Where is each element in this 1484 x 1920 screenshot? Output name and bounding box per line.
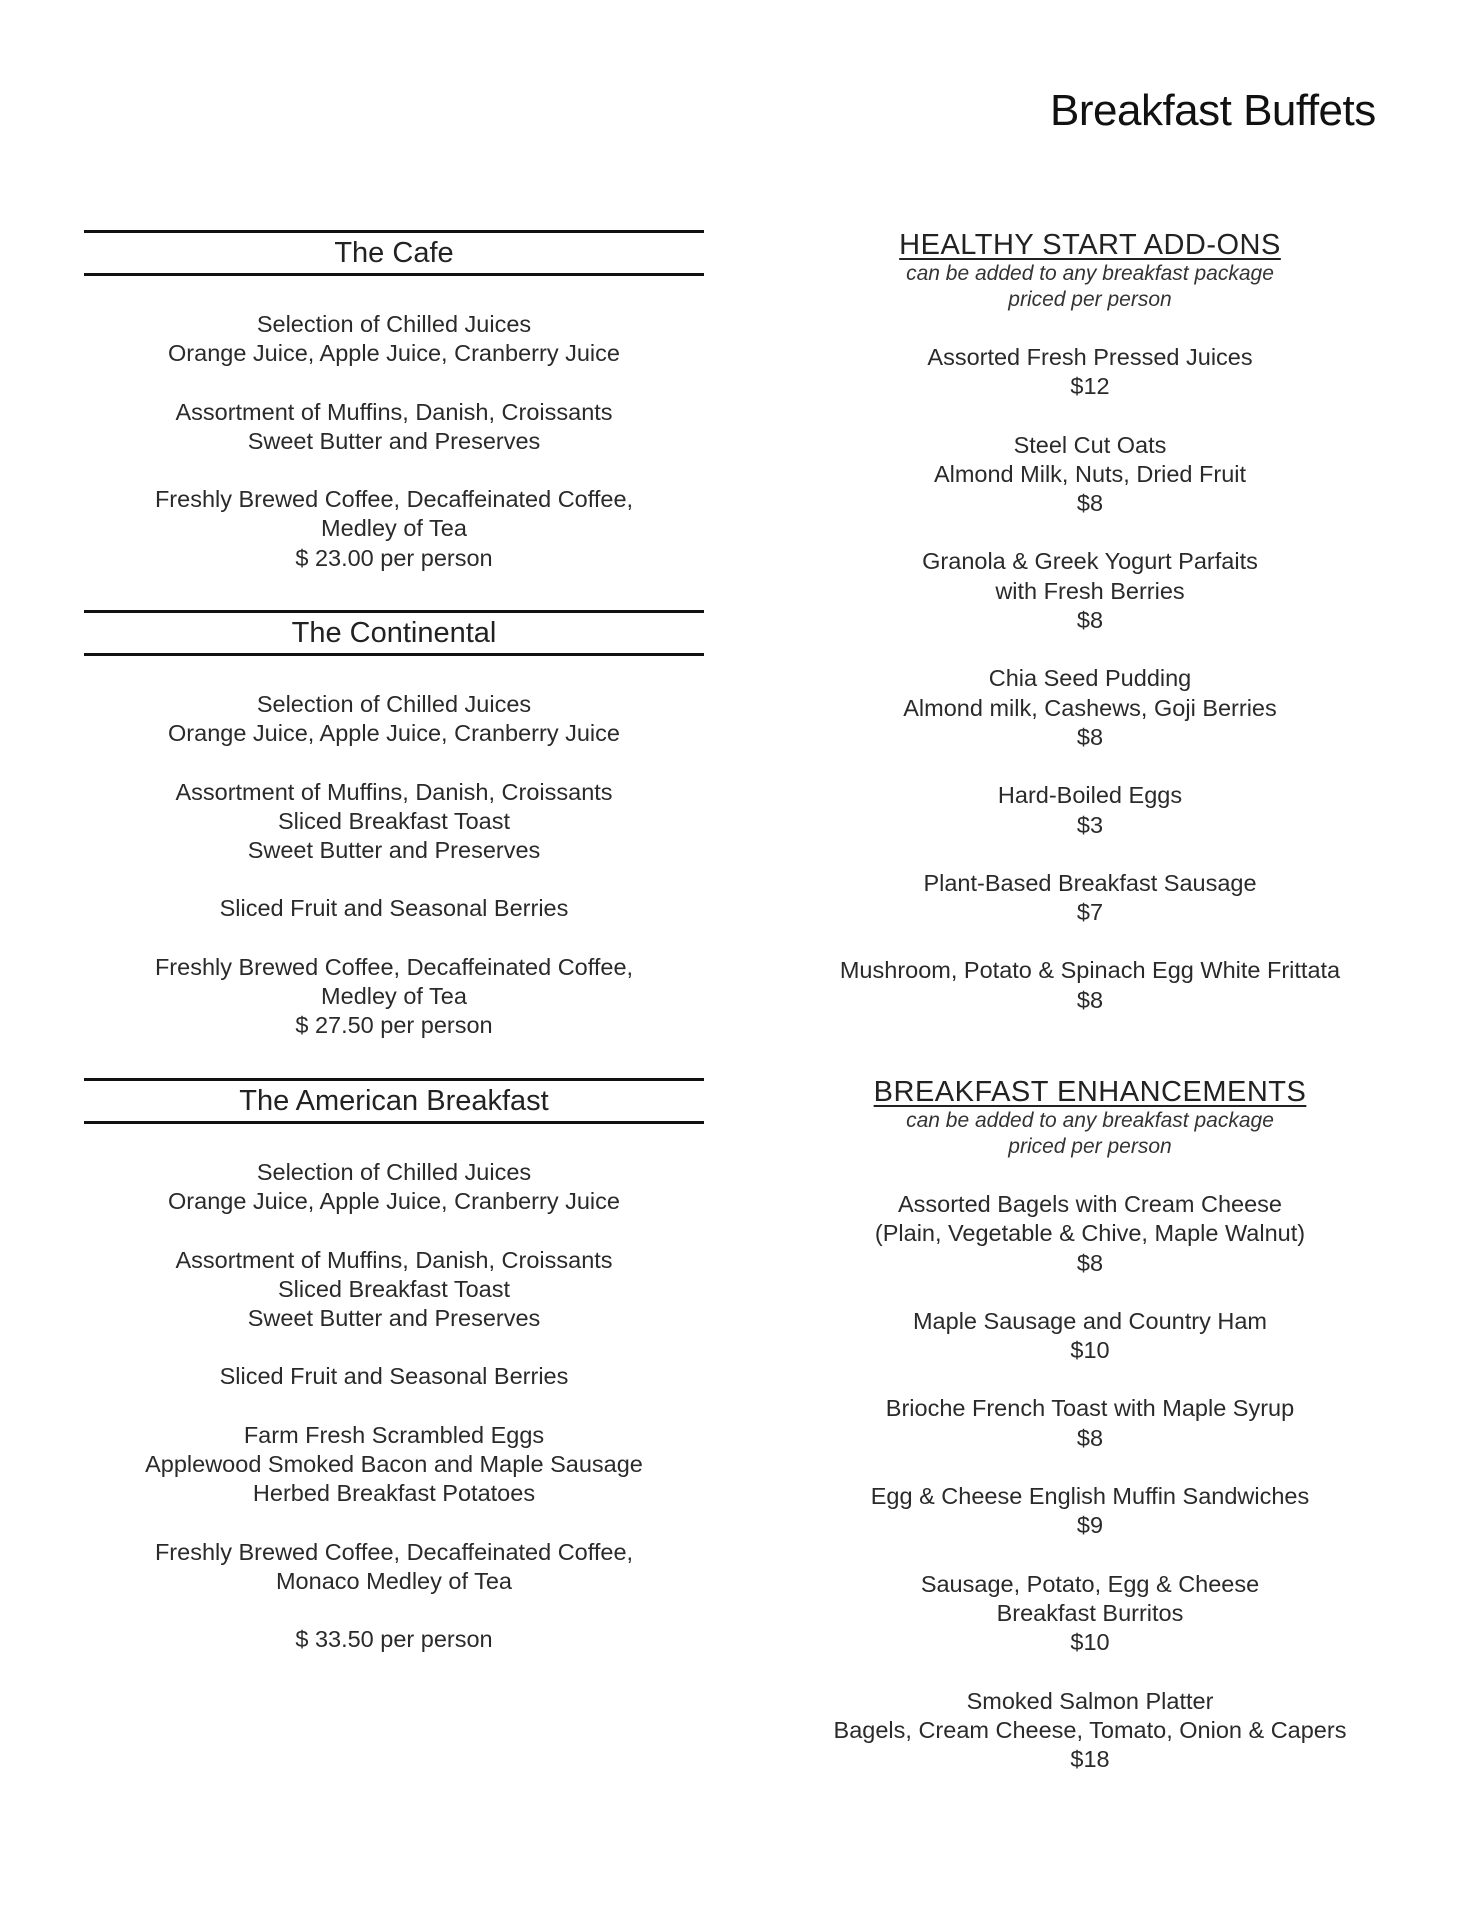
add-on-item	[790, 1394, 1390, 1453]
spacer	[84, 749, 704, 778]
item-line: Sliced Breakfast Toast	[277, 807, 511, 834]
add-on-line: Almond milk, Cashews, Goji Berries	[903, 694, 1277, 721]
spacer	[84, 1217, 704, 1246]
item-group	[84, 1362, 704, 1391]
spacer	[790, 1278, 1390, 1307]
spacer	[84, 369, 704, 398]
add-on-price: $8	[1076, 986, 1104, 1013]
add-on-line: Chia Seed Pudding	[988, 665, 1192, 692]
section-subtitle: priced per person	[1008, 1135, 1172, 1158]
add-on-line: Brioche French Toast with Maple Syrup	[885, 1395, 1295, 1422]
package-cafe	[84, 230, 704, 573]
package-title: The Cafe	[84, 230, 704, 276]
add-on-item	[790, 343, 1390, 402]
spacer	[84, 1392, 704, 1421]
add-on-price: $10	[1070, 1629, 1110, 1656]
item-line: Selection of Chilled Juices	[256, 691, 532, 717]
add-on-item	[790, 869, 1390, 928]
add-on-item	[790, 956, 1390, 1015]
add-on-line: Bagels, Cream Cheese, Tomato, Onion & Capers	[833, 1716, 1347, 1743]
item-group	[84, 1421, 704, 1509]
add-on-item	[790, 431, 1390, 519]
add-on-line: Hard-Boiled Eggs	[997, 782, 1183, 809]
item-line: Sweet Butter and Preserves	[247, 837, 541, 864]
add-on-item	[790, 1190, 1390, 1278]
add-on-item	[790, 664, 1390, 752]
spacer	[84, 924, 704, 953]
item-group	[84, 690, 704, 749]
add-on-line: with Fresh Berries	[995, 577, 1185, 604]
item-line: Orange Juice, Apple Juice, Cranberry Juice	[168, 340, 620, 367]
item-line: Herbed Breakfast Potatoes	[252, 1480, 536, 1507]
add-on-item	[790, 547, 1390, 635]
spacer	[84, 1509, 704, 1538]
section-title: HEALTHY START ADD-ONS	[899, 229, 1281, 261]
add-on-price: $10	[1070, 1337, 1110, 1364]
package-continental	[84, 610, 704, 1041]
item-line: Monaco Medley of Tea	[275, 1567, 512, 1594]
add-on-price: $18	[1070, 1746, 1110, 1773]
item-line: Selection of Chilled Juices	[256, 311, 532, 337]
add-on-line: Granola & Greek Yogurt Parfaits	[922, 548, 1258, 575]
section-items	[790, 1190, 1390, 1774]
item-line: Applewood Smoked Bacon and Maple Sausage	[145, 1451, 643, 1478]
item-line: Sliced Breakfast Toast	[277, 1275, 511, 1302]
add-on-line: Maple Sausage and Country Ham	[912, 1307, 1267, 1334]
spacer	[790, 518, 1390, 547]
spacer	[790, 1453, 1390, 1482]
section-breakfast-enhancements	[790, 1076, 1390, 1774]
add-on-line: Assorted Bagels with Cream Cheese	[897, 1191, 1282, 1217]
add-on-line: (Plain, Vegetable & Chive, Maple Walnut)	[874, 1220, 1306, 1247]
add-on-price: $7	[1076, 899, 1104, 926]
item-line: Sliced Fruit and Seasonal Berries	[219, 895, 569, 922]
spacer	[84, 865, 704, 894]
item-line: Freshly Brewed Coffee, Decaffeinated Coffee,	[154, 1538, 634, 1565]
add-on-item	[790, 1687, 1390, 1775]
spacer	[790, 402, 1390, 431]
item-group	[84, 1246, 704, 1334]
add-on-item	[790, 781, 1390, 840]
item-line: Orange Juice, Apple Juice, Cranberry Juice	[168, 1188, 620, 1215]
item-group	[84, 1538, 704, 1597]
add-on-price: $9	[1076, 1512, 1104, 1539]
add-on-price: $12	[1070, 373, 1110, 400]
item-line: Sweet Butter and Preserves	[247, 1305, 541, 1332]
section-healthy-start-add-ons	[790, 229, 1390, 1015]
item-line: Farm Fresh Scrambled Eggs	[243, 1421, 545, 1448]
package-american-breakfast	[84, 1078, 704, 1655]
addons-column	[790, 0, 1390, 1920]
buffet-packages-column	[84, 0, 704, 1920]
item-line: Freshly Brewed Coffee, Decaffeinated Coffee,	[154, 953, 634, 980]
item-line: Assortment of Muffins, Danish, Croissants	[175, 1246, 613, 1273]
add-on-item	[790, 1307, 1390, 1366]
item-group	[84, 310, 704, 369]
item-group	[84, 398, 704, 457]
add-on-item	[790, 1482, 1390, 1541]
add-on-price: $3	[1076, 811, 1104, 838]
item-line: $ 23.00 per person	[295, 544, 493, 571]
add-on-price: $8	[1076, 1249, 1104, 1276]
package-title: The American Breakfast	[84, 1078, 704, 1124]
spacer	[84, 1333, 704, 1362]
item-group	[84, 1625, 704, 1654]
package-items	[84, 1158, 704, 1655]
package-title: The Continental	[84, 610, 704, 656]
add-on-line: Mushroom, Potato & Spinach Egg White Frittata	[839, 957, 1341, 984]
item-group	[84, 485, 704, 573]
section-subtitle: can be added to any breakfast package	[906, 1109, 1274, 1132]
item-group	[84, 778, 704, 866]
spacer	[790, 635, 1390, 664]
spacer	[790, 927, 1390, 956]
add-on-line: Sausage, Potato, Egg & Cheese	[920, 1570, 1260, 1597]
add-on-line: Plant-Based Breakfast Sausage	[923, 869, 1257, 896]
add-on-line: Almond Milk, Nuts, Dried Fruit	[933, 460, 1247, 487]
package-items	[84, 690, 704, 1041]
add-on-line: Assorted Fresh Pressed Juices	[927, 344, 1253, 370]
section-items	[790, 343, 1390, 1015]
item-line: Orange Juice, Apple Juice, Cranberry Juice	[168, 720, 620, 747]
item-line: Sliced Fruit and Seasonal Berries	[219, 1363, 569, 1390]
add-on-line: Smoked Salmon Platter	[966, 1687, 1214, 1714]
item-group	[84, 894, 704, 923]
page-title: Breakfast Buffets	[1050, 86, 1376, 135]
spacer	[84, 456, 704, 485]
spacer	[790, 1658, 1390, 1687]
item-line: Assortment of Muffins, Danish, Croissants	[175, 398, 613, 425]
section-subtitle: priced per person	[1008, 288, 1172, 311]
item-line: Medley of Tea	[321, 515, 467, 542]
add-on-price: $8	[1076, 490, 1104, 517]
add-on-line: Steel Cut Oats	[1013, 431, 1167, 458]
item-line: $ 33.50 per person	[295, 1626, 493, 1653]
add-on-price: $8	[1076, 607, 1104, 634]
package-items	[84, 310, 704, 573]
add-on-price: $8	[1076, 723, 1104, 750]
item-line: Medley of Tea	[321, 983, 467, 1010]
section-subtitle: can be added to any breakfast package	[906, 262, 1274, 285]
section-title: BREAKFAST ENHANCEMENTS	[873, 1076, 1307, 1108]
item-line: Assortment of Muffins, Danish, Croissants	[175, 778, 613, 805]
add-on-item	[790, 1570, 1390, 1658]
spacer	[790, 840, 1390, 869]
add-on-line: Breakfast Burritos	[996, 1599, 1184, 1626]
item-line: Freshly Brewed Coffee, Decaffeinated Coffee,	[154, 486, 634, 513]
item-line: Sweet Butter and Preserves	[247, 427, 541, 454]
add-on-line: Egg & Cheese English Muffin Sandwiches	[870, 1483, 1310, 1510]
add-on-price: $8	[1076, 1424, 1104, 1451]
spacer	[790, 1541, 1390, 1570]
item-group	[84, 953, 704, 1041]
spacer	[790, 1365, 1390, 1394]
spacer	[84, 1596, 704, 1625]
item-line: $ 27.50 per person	[295, 1012, 493, 1039]
item-line: Selection of Chilled Juices	[256, 1159, 532, 1185]
item-group	[84, 1158, 704, 1217]
spacer	[790, 752, 1390, 781]
